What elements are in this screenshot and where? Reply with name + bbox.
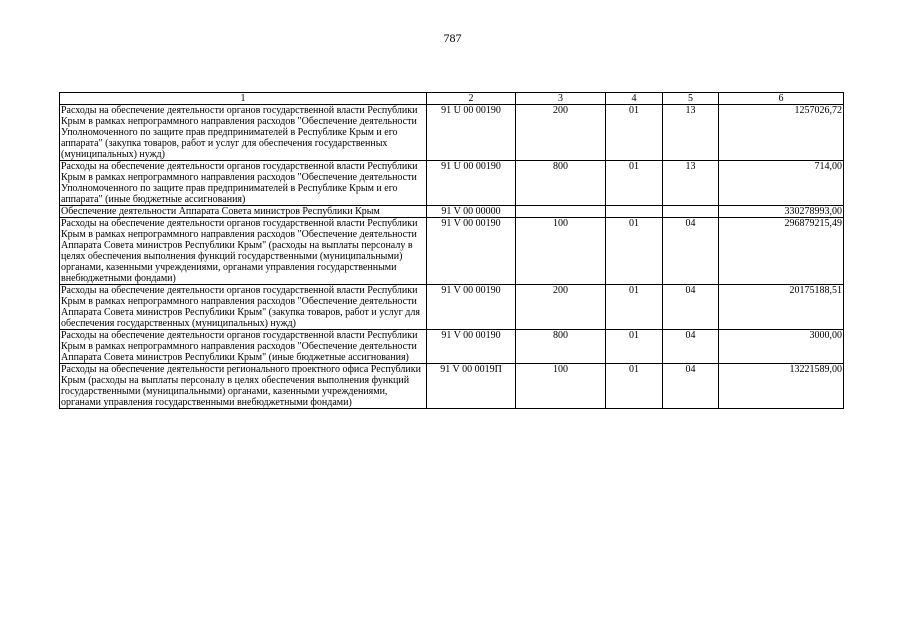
row-type: 800 [516,161,606,206]
row-code: 91 V 00 00000 [427,206,516,218]
row-section [606,206,663,218]
column-header-3: 3 [516,93,606,105]
row-section: 01 [606,330,663,364]
row-subsection: 04 [663,364,719,409]
row-section: 01 [606,364,663,409]
row-section: 01 [606,218,663,285]
row-type: 100 [516,218,606,285]
row-type: 200 [516,285,606,330]
row-name: Расходы на обеспечение деятельности органов государственной власти Республики Крым в рамках непрограммного направления расходов "Обеспечение деятельности Аппарата Совета министров Республики Крым" (расходы на выплаты персоналу в целях обеспечения выполнения функций государственными (муниципальными) органами, казенными учреждениями, органами управления государственными внебюджетными фондами) [60,218,427,285]
row-code: 91 V 00 00190 [427,218,516,285]
row-code: 91 V 00 0019П [427,364,516,409]
table-row [60,330,844,364]
column-header-4: 4 [606,93,663,105]
row-subsection: 13 [663,161,719,206]
table-row [60,161,844,206]
row-subsection: 13 [663,105,719,161]
table-row [60,218,844,285]
column-header-6: 6 [719,93,844,105]
row-section: 01 [606,285,663,330]
row-amount: 714,00 [719,161,844,206]
row-amount: 3000,00 [719,330,844,364]
column-header-1: 1 [60,93,427,105]
row-code: 91 U 00 00190 [427,161,516,206]
row-code: 91 V 00 00190 [427,330,516,364]
table-row [60,364,844,409]
row-amount: 1257026,72 [719,105,844,161]
row-name: Расходы на обеспечение деятельности органов государственной власти Республики Крым в рамках непрограммного направления расходов "Обеспечение деятельности Аппарата Совета министров Республики Крым" (закупка товаров, работ и услуг для обеспечения государственных (муниципальных) нужд) [60,285,427,330]
row-code: 91 V 00 00190 [427,285,516,330]
row-section: 01 [606,105,663,161]
column-header-2: 2 [427,93,516,105]
budget-table [59,92,844,409]
row-type: 200 [516,105,606,161]
row-subsection: 04 [663,218,719,285]
table-row [60,206,844,218]
table-header-row [60,93,844,105]
row-type [516,206,606,218]
row-name: Расходы на обеспечение деятельности органов государственной власти Республики Крым в рамках непрограммного направления расходов "Обеспечение деятельности Уполномоченного по защите прав предпринимателей в Республике Крым и его аппарата" (иные бюджетные ассигнования) [60,161,427,206]
row-type: 800 [516,330,606,364]
table-row [60,285,844,330]
row-code: 91 U 00 00190 [427,105,516,161]
row-name: Расходы на обеспечение деятельности органов государственной власти Республики Крым в рамках непрограммного направления расходов "Обеспечение деятельности Уполномоченного по защите прав предпринимателей в Республике Крым и его аппарата" (закупка товаров, работ и услуг для обеспечения государственных (муниципальных) нужд) [60,105,427,161]
page-number: 787 [443,31,462,45]
row-amount: 20175188,51 [719,285,844,330]
row-section: 01 [606,161,663,206]
table-row [60,105,844,161]
row-subsection: 04 [663,330,719,364]
row-amount: 13221589,00 [719,364,844,409]
row-amount: 330278993,00 [719,206,844,218]
column-header-5: 5 [663,93,719,105]
row-name: Обеспечение деятельности Аппарата Совета министров Республики Крым [60,206,427,218]
row-name: Расходы на обеспечение деятельности органов государственной власти Республики Крым в рамках непрограммного направления расходов "Обеспечение деятельности Аппарата Совета министров Республики Крым" (иные бюджетные ассигнования) [60,330,427,364]
row-subsection [663,206,719,218]
row-name: Расходы на обеспечение деятельности регионального проектного офиса Республики Крым (расходы на выплаты персоналу в целях обеспечения выполнения функций государственными (муниципальными) органами, казенными учреждениями, органами управления государственными внебюджетными фондами) [60,364,427,409]
row-subsection: 04 [663,285,719,330]
row-amount: 296879215,49 [719,218,844,285]
row-type: 100 [516,364,606,409]
